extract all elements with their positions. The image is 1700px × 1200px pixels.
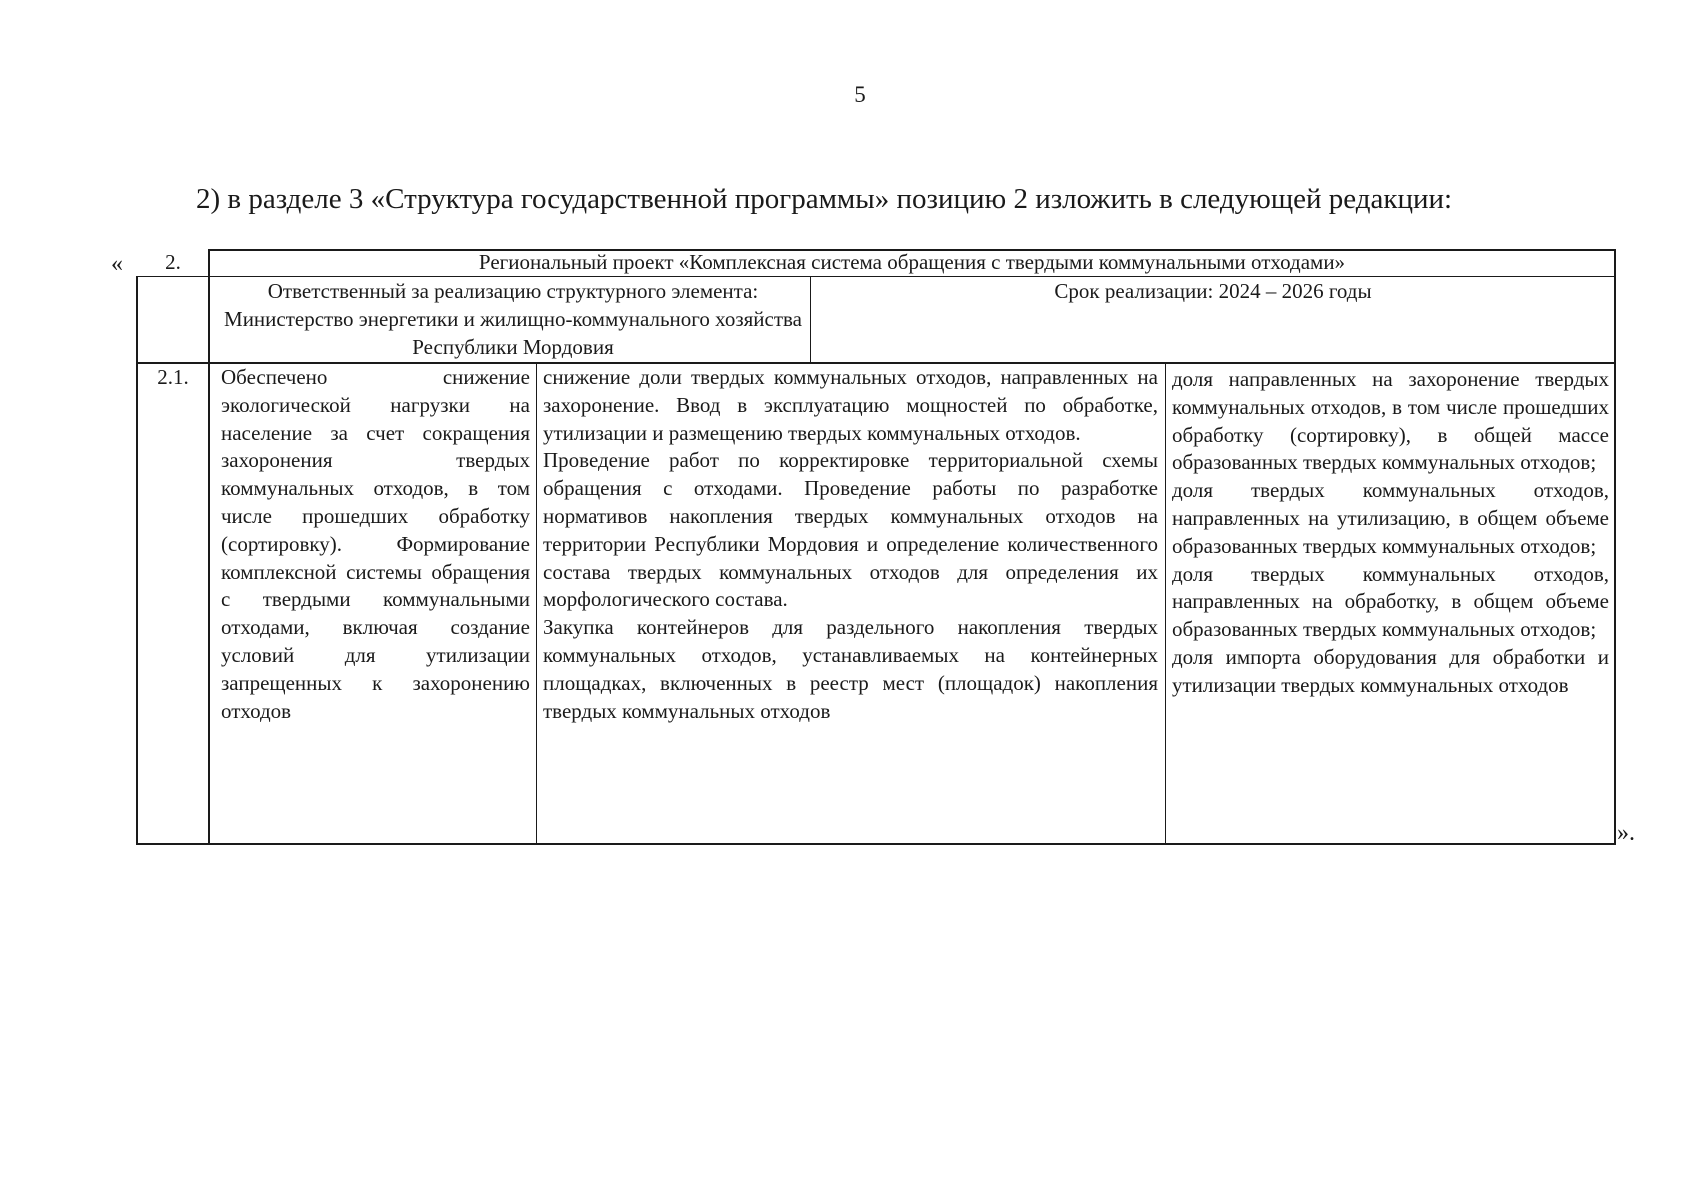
term-column-divider <box>810 276 811 363</box>
indicator-item: доля направленных на захоронение твердых коммунальных отходов, в том числе прошедших обработку (сортировку), в общей массе образованных твердых коммунальных отходов; <box>1172 367 1609 475</box>
indicator-item: доля твердых коммунальных отходов, направленных на утилизацию, в общем объеме образованных твердых коммунальных отходов; <box>1172 478 1609 558</box>
table-border-right <box>1614 249 1616 845</box>
responsible-cell: Ответственный за реализацию структурного элемента: Министерство энергетики и жилищно-коммунального хозяйства Республики Мордовия <box>224 279 802 359</box>
indicator-item: доля импорта оборудования для обработки и утилизации твердых коммунальных отходов <box>1172 644 1609 697</box>
closing-quote-mark: ». <box>1617 820 1635 846</box>
effect-item: Закупка контейнеров для раздельного накопления твердых коммунальных отходов, устанавливаемых на контейнерных площадках, включенных в реестр мест (площадок) накопления твердых коммунальных отходов <box>543 615 1158 723</box>
indicator-column-divider <box>1165 362 1166 845</box>
row-divider-1 <box>136 276 1616 277</box>
program-structure-table <box>136 249 1616 845</box>
indicators-cell <box>1172 366 1609 843</box>
task-column-divider <box>536 362 537 845</box>
table-border-bottom <box>136 843 1616 845</box>
effects-cell <box>543 364 1158 841</box>
effect-item: снижение доли твердых коммунальных отходов, направленных на захоронение. Ввод в эксплуатацию мощностей по обработке, утилизации и размещению твердых коммунальных отходов. <box>543 365 1158 445</box>
term-cell: Срок реализации: 2024 – 2026 годы <box>1054 279 1372 303</box>
task-number-cell: 2.1. <box>157 365 189 389</box>
number-column-divider <box>208 249 210 845</box>
effect-item: Проведение работ по корректировке территориальной схемы обращения с отходами. Проведение работы по разработке нормативов накопления твердых коммунальных отходов на территории Республики Мордовия и определение количественного состава твердых коммунальных отходов для определения их морфологического состава. <box>543 448 1158 612</box>
opening-quote-mark: « <box>111 251 123 277</box>
project-title-cell: Региональный проект «Комплексная система обращения с твердыми коммунальными отходами» <box>478 250 1346 274</box>
amendment-intro: 2) в разделе 3 «Структура государственной программы» позицию 2 изложить в следующей редакции: <box>196 183 1453 215</box>
indicator-item: доля твердых коммунальных отходов, направленных на обработку, в общем объеме образованных твердых коммунальных отходов; <box>1172 561 1609 642</box>
page-number: 5 <box>854 82 866 107</box>
task-description-cell: Обеспечено снижение экологической нагрузки на население за счет сокращения захоронения твердых коммунальных отходов, в том числе прошедших обработку (сортировку). Формирование комплексной системы обращения с твердыми коммунальными отходами, включая создание условий для утилизации запрещенных к захоронению отходов <box>221 365 530 723</box>
project-number-cell: 2. <box>165 250 181 274</box>
